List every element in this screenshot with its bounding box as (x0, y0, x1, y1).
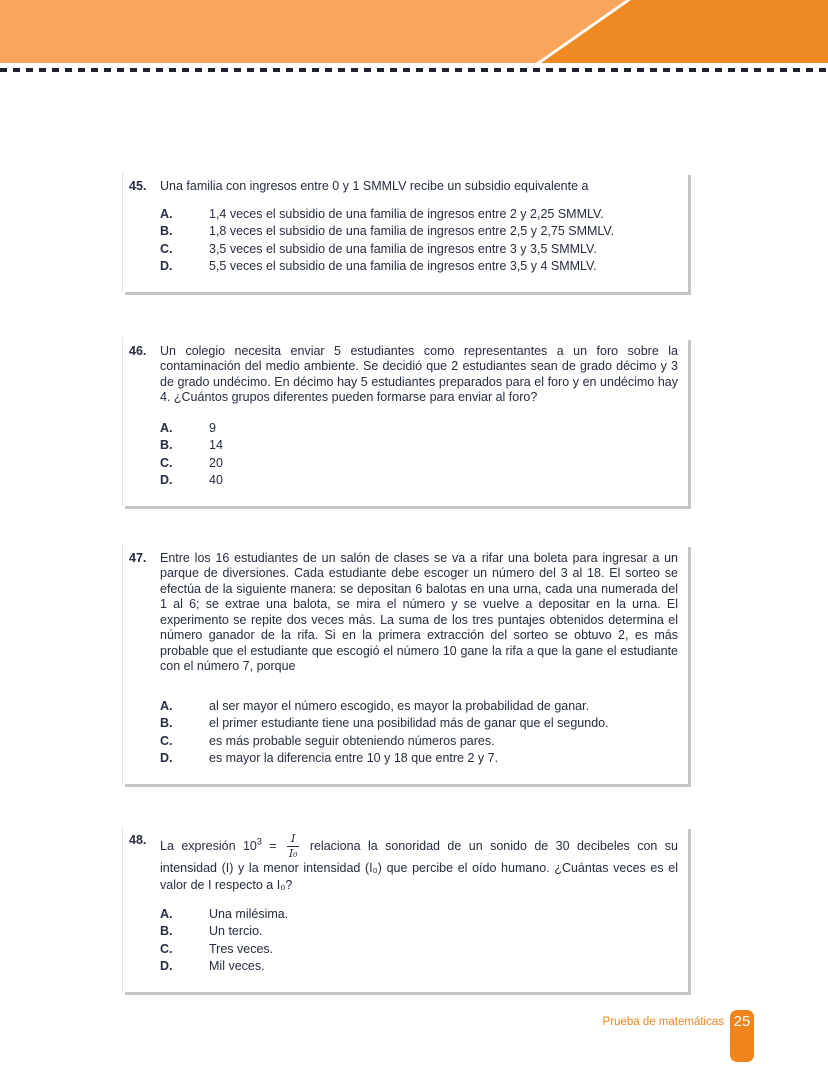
questions-area (122, 172, 688, 992)
option-text: Tres veces. (209, 941, 274, 956)
option-letter: A. (160, 906, 173, 921)
question-47 (122, 544, 688, 784)
option-text: 20 (209, 455, 223, 470)
dashed-divider (0, 68, 828, 72)
option-letter: D. (160, 959, 173, 974)
question-number: 47. (129, 550, 147, 565)
page-number-tab: 25 (730, 1010, 754, 1062)
option-text: al ser mayor el número escogido, es mayor la probabilidad de ganar. (209, 698, 590, 713)
question-46 (122, 337, 688, 506)
option-letter: D. (160, 751, 173, 765)
exponent: 3 (256, 836, 262, 847)
option-b (160, 223, 678, 241)
question-48 (122, 826, 688, 992)
stem-text: La expresión 10 (160, 838, 257, 853)
fraction-denominator: I₀ (288, 846, 298, 860)
option-letter: B. (160, 716, 173, 730)
option-d (160, 750, 678, 768)
option-letter: C. (160, 455, 173, 470)
options-list (129, 420, 678, 490)
option-c (160, 941, 678, 959)
option-text: 1,4 veces el subsidio de una familia de ingresos entre 2 y 2,25 SMMLV. (209, 206, 604, 221)
option-d (160, 258, 678, 276)
question-45 (122, 172, 688, 292)
option-letter: A. (160, 698, 173, 713)
option-b (160, 715, 678, 733)
option-letter: B. (160, 224, 173, 238)
option-b (160, 923, 678, 941)
option-letter: C. (160, 733, 173, 748)
fraction-numerator: I (287, 833, 299, 847)
option-text: Mil veces. (209, 959, 265, 974)
question-stem: Entre los 16 estudiantes de un salón de clases se va a rifar una boleta para ingresar a un parque de diversiones. Cada estudiante debe escoger un número del 3 al 18. El sorteo se efectúa de la siguiente manera: se depositan 6 balotas en una urna, cada una numerada del 1 al 6; se extrae una balota, se mira el número y se vuelve a depositar en la urna. El experimento se repite dos veces más. La suma de los tres puntajes obtenidos determina el número ganador de la rifa. Si en la primera extracción del sorteo se obtuvo 2, es más probable que el estudiante que escogió el número 10 gane la rifa a que la gane el estudiante con el número 7, porque (160, 550, 678, 673)
option-letter: C. (160, 241, 173, 256)
options-list (129, 698, 678, 768)
option-text: es más probable seguir obteniendo números pares. (209, 733, 495, 748)
option-letter: B. (160, 438, 173, 452)
option-text: 40 (209, 473, 223, 487)
option-text: 14 (209, 438, 223, 452)
option-text: Un tercio. (209, 924, 263, 939)
option-d (160, 958, 678, 976)
option-b (160, 437, 678, 455)
question-number: 46. (129, 343, 147, 358)
option-letter: A. (160, 420, 173, 435)
option-text: es mayor la diferencia entre 10 y 18 que entre 2 y 7. (209, 751, 499, 765)
option-c (160, 455, 678, 473)
header-band-dark-shape (528, 0, 828, 63)
question-number: 48. (129, 832, 147, 847)
question-stem: Un colegio necesita enviar 5 estudiantes como representantes a un foro sobre la contaminación del medio ambiente. Se decidió que 2 estudiantes sean de grado décimo y 3 de grado undécimo. En décimo hay 5 estudiantes preparados para el foro y en undécimo hay 4. ¿Cuántos grupos diferentes pueden formarse para enviar al foro? (160, 343, 678, 404)
fraction (287, 833, 299, 860)
option-letter: A. (160, 206, 173, 221)
option-a (160, 698, 678, 716)
footer-section-label: Prueba de matemáticas (602, 1016, 724, 1028)
option-letter: B. (160, 924, 173, 939)
equals-sign: = (261, 838, 285, 853)
question-stem (160, 833, 678, 894)
option-text: Una milésima. (209, 906, 289, 921)
options-list (129, 206, 678, 276)
header-band (0, 0, 828, 63)
option-d (160, 472, 678, 490)
question-stem: Una familia con ingresos entre 0 y 1 SMMLV recibe un subsidio equivalente a (160, 179, 589, 193)
option-letter: D. (160, 473, 173, 487)
option-letter: D. (160, 259, 173, 273)
option-c (160, 241, 678, 259)
option-text: 1,8 veces el subsidio de una familia de ingresos entre 2,5 y 2,75 SMMLV. (209, 224, 615, 238)
option-a (160, 420, 678, 438)
option-a (160, 906, 678, 924)
option-text: 5,5 veces el subsidio de una familia de ingresos entre 3,5 y 4 SMMLV. (209, 259, 597, 273)
option-text: 3,5 veces el subsidio de una familia de ingresos entre 3 y 3,5 SMMLV. (209, 241, 597, 256)
options-list (129, 906, 678, 976)
option-c (160, 733, 678, 751)
option-text: el primer estudiante tiene una posibilidad más de ganar que el segundo. (209, 716, 609, 730)
option-text: 9 (209, 420, 216, 435)
option-a (160, 206, 678, 224)
question-number: 45. (129, 179, 147, 193)
option-letter: C. (160, 941, 173, 956)
stem-text: relaciona la sonoridad de un sonido de 30 decibeles con su intensidad (I) y la menor intensidad (I₀) que percibe el oído humano. ¿Cuántas veces es el valor de I respecto a I₀? (160, 838, 678, 892)
